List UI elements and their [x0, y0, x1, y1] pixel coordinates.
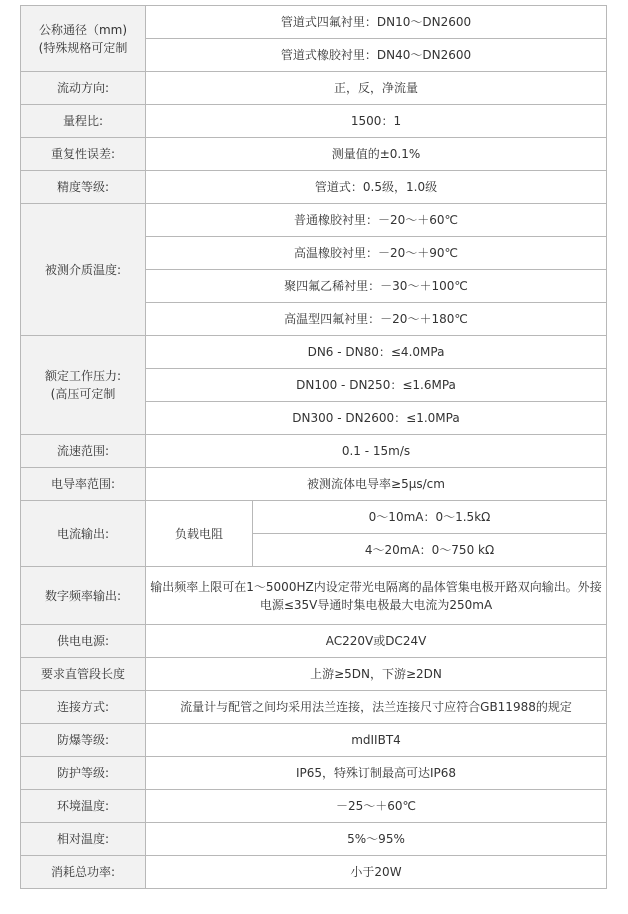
row-freq-output — [21, 567, 607, 625]
conductivity-label: 电导率范围: — [21, 468, 146, 501]
pressure-value-3: DN300 - DN2600：≤1.0MPa — [146, 402, 607, 435]
straight-pipe-value: 上游≥5DN，下游≥2DN — [146, 658, 607, 691]
row-explosion-proof — [21, 724, 607, 757]
row-accuracy — [21, 171, 607, 204]
range-ratio-value: 1500：1 — [146, 105, 607, 138]
power-consumption-label: 消耗总功率: — [21, 856, 146, 889]
row-power — [21, 625, 607, 658]
velocity-label: 流速范围: — [21, 435, 146, 468]
humidity-label: 相对温度: — [21, 823, 146, 856]
row-repeatability — [21, 138, 607, 171]
row-range-ratio — [21, 105, 607, 138]
spec-table — [20, 5, 607, 889]
accuracy-value: 管道式：0.5级，1.0级 — [146, 171, 607, 204]
pressure-value-1: DN6 - DN80：≤4.0MPa — [146, 336, 607, 369]
explosion-proof-label: 防爆等级: — [21, 724, 146, 757]
conductivity-value: 被测流体电导率≥5μs/cm — [146, 468, 607, 501]
medium-temp-value-3: 聚四氟乙稀衬里：－30～＋100℃ — [146, 270, 607, 303]
range-ratio-label: 量程比: — [21, 105, 146, 138]
nominal-diameter-value-1: 管道式四氟衬里：DN10～DN2600 — [146, 6, 607, 39]
row-protection — [21, 757, 607, 790]
protection-label: 防护等级: — [21, 757, 146, 790]
repeatability-value: 测量值的±0.1% — [146, 138, 607, 171]
medium-temp-value-1: 普通橡胶衬里：－20～＋60℃ — [146, 204, 607, 237]
flow-direction-label: 流动方向: — [21, 72, 146, 105]
pressure-label-line-2: (高压可定制 — [50, 387, 116, 401]
accuracy-label: 精度等级: — [21, 171, 146, 204]
repeatability-label: 重复性误差: — [21, 138, 146, 171]
row-pressure-1 — [21, 336, 607, 369]
medium-temp-value-4: 高温型四氟衬里：－20～＋180℃ — [146, 303, 607, 336]
nominal-diameter-label — [21, 6, 146, 72]
power-label: 供电电源: — [21, 625, 146, 658]
humidity-value: 5%～95% — [146, 823, 607, 856]
connection-label: 连接方式: — [21, 691, 146, 724]
medium-temp-value-2: 高温橡胶衬里：－20～＋90℃ — [146, 237, 607, 270]
row-flow-direction — [21, 72, 607, 105]
power-value: AC220V或DC24V — [146, 625, 607, 658]
explosion-proof-value: mdIIBT4 — [146, 724, 607, 757]
current-output-sublabel: 负载电阻 — [146, 501, 253, 567]
current-output-value-1: 0～10mA：0～1.5kΩ — [253, 501, 607, 534]
row-medium-temp-1 — [21, 204, 607, 237]
row-power-consumption — [21, 856, 607, 889]
connection-value: 流量计与配管之间均采用法兰连接，法兰连接尺寸应符合GB11988的规定 — [146, 691, 607, 724]
pressure-value-2: DN100 - DN250：≤1.6MPa — [146, 369, 607, 402]
pressure-label — [21, 336, 146, 435]
row-straight-pipe — [21, 658, 607, 691]
nominal-diameter-value-2: 管道式橡胶衬里：DN40～DN2600 — [146, 39, 607, 72]
ambient-temp-label: 环境温度: — [21, 790, 146, 823]
row-current-output-1 — [21, 501, 607, 534]
pressure-label-line-1: 额定工作压力: — [44, 369, 122, 383]
row-conductivity — [21, 468, 607, 501]
freq-output-label: 数字频率输出: — [21, 567, 146, 625]
nominal-diameter-label-line-2: (特殊规格可定制 — [38, 40, 128, 55]
freq-output-value: 输出频率上限可在1～5000HZ内设定带光电隔离的晶体管集电极开路双向输出。外接电源≤35V导通时集电极最大电流为250mA — [146, 567, 607, 625]
current-output-value-2: 4～20mA：0～750 kΩ — [253, 534, 607, 567]
row-ambient-temp — [21, 790, 607, 823]
ambient-temp-value: －25～＋60℃ — [146, 790, 607, 823]
row-velocity — [21, 435, 607, 468]
protection-value: IP65，特殊订制最高可达IP68 — [146, 757, 607, 790]
velocity-value: 0.1 - 15m/s — [146, 435, 607, 468]
row-connection — [21, 691, 607, 724]
row-humidity — [21, 823, 607, 856]
flow-direction-value: 正，反，净流量 — [146, 72, 607, 105]
medium-temp-label: 被测介质温度: — [21, 204, 146, 336]
row-nominal-diameter — [21, 6, 607, 39]
straight-pipe-label: 要求直管段长度 — [21, 658, 146, 691]
current-output-label: 电流输出: — [21, 501, 146, 567]
power-consumption-value: 小于20W — [146, 856, 607, 889]
nominal-diameter-label-line-1: 公称通径（mm) — [38, 22, 128, 37]
